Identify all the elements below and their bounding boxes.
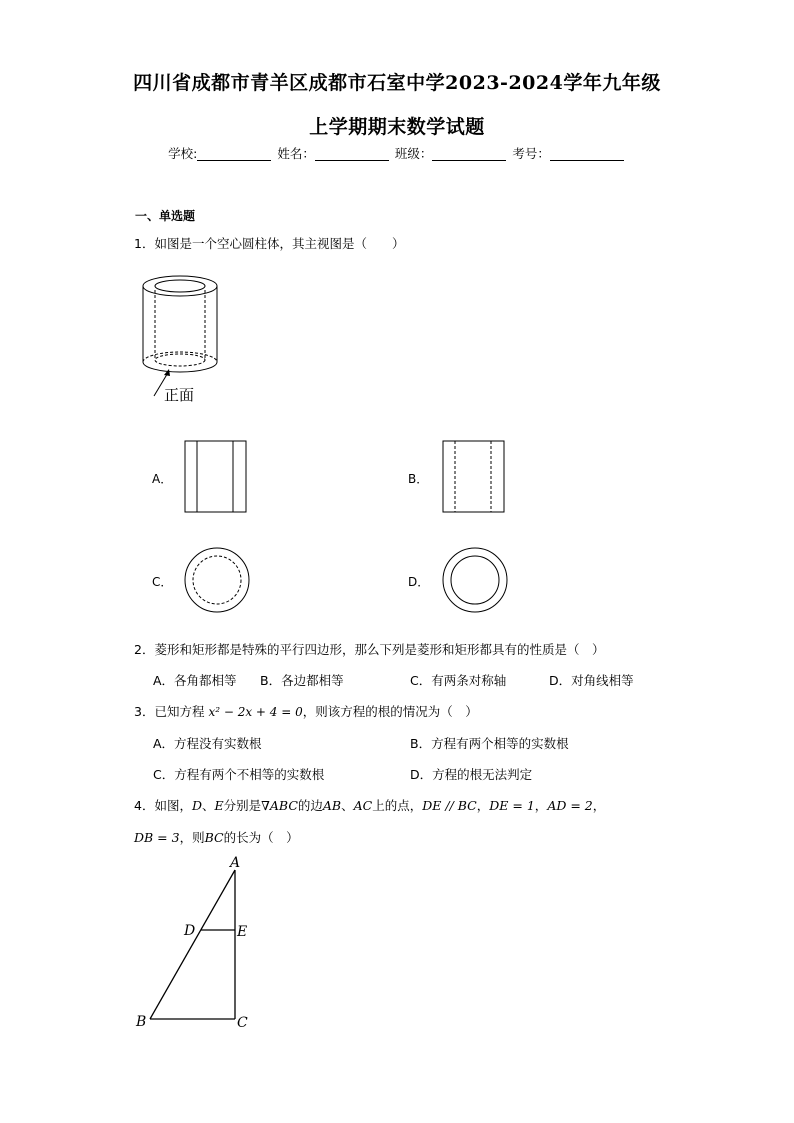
q1-option-c-figure[interactable] <box>183 546 253 616</box>
q1-option-b-label[interactable]: B． <box>408 472 429 486</box>
front-view-label: 正面 <box>164 386 195 404</box>
name-label: 姓名： <box>277 146 315 161</box>
q3-option-c[interactable]: C．方程有两个不相等的实数根 <box>153 767 325 782</box>
q4-comma: ， <box>534 798 548 813</box>
q4-text-6: 的长为（ ） <box>223 830 299 845</box>
q4-parallel: DE // BC <box>422 798 477 813</box>
q1-option-d-figure[interactable] <box>441 546 511 616</box>
q2-option-d[interactable]: D．对角线相等 <box>549 673 634 688</box>
q1-option-c-label[interactable]: C． <box>152 575 173 589</box>
q1-option-d-label[interactable]: D． <box>408 575 430 589</box>
q4-text-2: 分别是 <box>223 798 262 813</box>
q4-side-bc: BC <box>204 830 224 845</box>
q1-option-a-figure[interactable] <box>184 440 248 514</box>
triangle-figure <box>128 852 268 1037</box>
q2-option-c[interactable]: C．有两条对称轴 <box>410 673 507 688</box>
q4-point-e: E <box>214 798 224 813</box>
q3-stem-prefix: 3．已知方程 <box>134 704 205 719</box>
q4-text-3: 的边 <box>297 798 323 813</box>
section-title: 一、单选题 <box>135 209 196 223</box>
q4-text-5: ，则 <box>179 830 205 845</box>
q4-sep2: 、 <box>341 798 354 813</box>
question-3-stem <box>134 702 478 720</box>
page-title-line2: 上学期期末数学试题 <box>309 116 485 138</box>
q4-comma: ， <box>592 798 606 813</box>
question-4-stem-line1 <box>134 796 605 814</box>
q3-option-b[interactable]: B．方程有两个相等的实数根 <box>410 736 569 751</box>
q4-side-ab: AB <box>322 798 342 813</box>
q4-comma: ， <box>476 798 490 813</box>
q4-triangle: ∇ABC <box>261 798 298 813</box>
q3-option-a[interactable]: A．方程没有实数根 <box>153 736 262 751</box>
question-4-stem-line2 <box>134 828 299 846</box>
q3-option-d[interactable]: D．方程的根无法判定 <box>410 767 533 782</box>
q4-text-1: 4．如图， <box>134 798 192 813</box>
page-title-line1: 四川省成都市青羊区成都市石室中学2023-2024学年九年级 <box>133 72 661 94</box>
label-e: E <box>237 924 248 940</box>
q4-point-d: D <box>191 798 202 813</box>
name-blank <box>315 146 389 161</box>
school-blank <box>197 146 271 161</box>
q4-sep: 、 <box>201 798 215 813</box>
question-1-stem: 1．如图是一个空心圆柱体，其主视图是（ ） <box>134 236 405 251</box>
q4-side-ac: AC <box>353 798 373 813</box>
q3-equation: x² − 2x + 4 = 0 <box>208 705 303 719</box>
q2-option-b[interactable]: B．各边都相等 <box>260 673 344 688</box>
label-b: B <box>136 1014 147 1030</box>
class-blank <box>432 146 506 161</box>
q3-stem-suffix: ，则该方程的根的情况为（ ） <box>302 704 478 719</box>
number-blank <box>550 146 624 161</box>
question-2-stem: 2．菱形和矩形都是特殊的平行四边形，那么下列是菱形和矩形都具有的性质是（ ） <box>134 642 605 657</box>
q4-de: DE = 1 <box>489 798 535 813</box>
student-info-row <box>0 144 794 162</box>
class-label: 班级： <box>394 146 433 161</box>
school-label: 学校: <box>168 146 198 161</box>
label-a: A <box>230 855 241 871</box>
q4-db: DB = 3 <box>134 830 180 845</box>
q4-ad: AD = 2 <box>547 798 593 813</box>
label-d: D <box>184 923 196 939</box>
q1-option-b-figure[interactable] <box>442 440 506 514</box>
q4-text-4: 上的点， <box>372 798 423 813</box>
q2-option-a[interactable]: A．各角都相等 <box>153 673 237 688</box>
label-c: C <box>237 1015 248 1031</box>
number-label: 考号： <box>512 146 550 161</box>
q1-option-a-label[interactable]: A． <box>152 472 173 486</box>
